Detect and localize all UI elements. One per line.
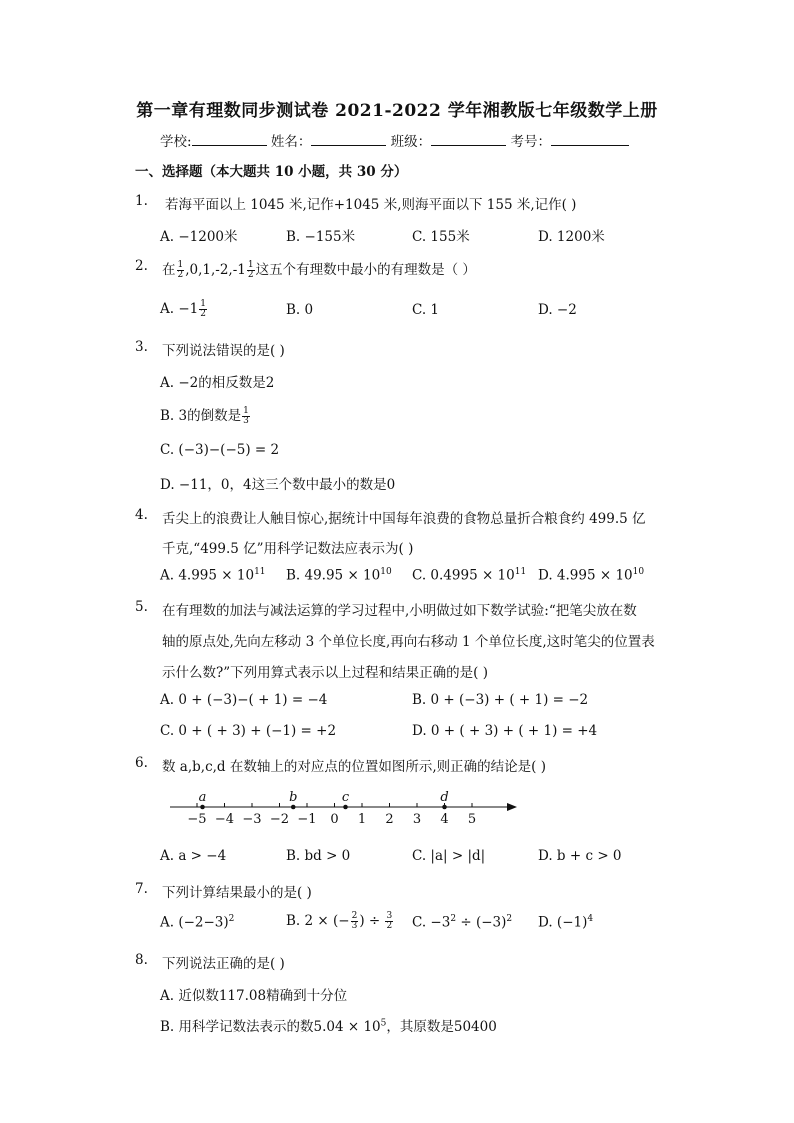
question-text: 若海平面以上 1045 米,记作+1045 米,则海平面以下 155 米,记作( ) xyxy=(165,197,577,213)
number-line-point-label-b: b xyxy=(289,790,298,805)
question-text-line-3: 示什么数?”下列用算式表示以上过程和结果正确的是( ) xyxy=(162,665,488,681)
q5-option-c[interactable]: C. 0 + ( + 3) + (−1) = +2 xyxy=(160,723,337,739)
page-title: 第一章有理数同步测试卷 2021-2022 学年湘教版七年级数学上册 xyxy=(136,101,658,121)
question-number: 1. xyxy=(135,193,148,209)
fraction-half: $\frac{1}{2}$ xyxy=(200,299,206,319)
question-number: 4. xyxy=(135,507,148,523)
class-label: 班级： xyxy=(390,134,432,150)
fraction-half: $\frac{1}{2}$ xyxy=(247,260,254,280)
q3-option-d[interactable]: D. −11，0，4这三个数中最小的数是0 xyxy=(160,477,396,493)
name-blank[interactable] xyxy=(311,133,386,146)
number-line-arrow xyxy=(507,803,517,811)
fraction-half: $\frac{1}{2}$ xyxy=(177,260,184,280)
q7-option-c[interactable]: C. $-3^2 \div (-3)^2$ xyxy=(412,914,513,931)
number-line-tick-label: 0 xyxy=(330,812,339,827)
q5-option-d[interactable]: D. 0 + ( + 3) + ( + 1) = +4 xyxy=(412,723,598,739)
number-line-point-a xyxy=(200,805,205,810)
question-text: 下列计算结果最小的是( ) xyxy=(162,885,312,901)
q6-option-d[interactable]: D. b + c > 0 xyxy=(538,848,622,864)
school-label: 学校: xyxy=(160,134,192,150)
q1-option-d[interactable]: D. 1200米 xyxy=(538,229,605,245)
q3-option-a[interactable]: A. −2的相反数是2 xyxy=(160,375,275,391)
q8-option-a[interactable]: A. 近似数117.08精确到十分位 xyxy=(160,988,348,1004)
q4-option-c[interactable]: C. $0.4995 \times 10^{11}$ xyxy=(412,567,527,584)
q7-option-d[interactable]: D. $(-1)^4$ xyxy=(538,914,594,931)
number-line-tick-label: 5 xyxy=(467,812,477,827)
q7-option-a[interactable]: A. $(-2-3)^2$ xyxy=(160,914,235,931)
q2-option-c[interactable]: C. 1 xyxy=(412,302,440,318)
q6-option-a[interactable]: A. a > −4 xyxy=(160,848,227,864)
question-number: 5. xyxy=(135,599,148,615)
question-number: 7. xyxy=(135,881,148,897)
number-line-point-b xyxy=(291,805,296,810)
number-line-figure xyxy=(165,785,525,834)
fraction-two-thirds: $\frac{2}{3}$ xyxy=(351,911,358,931)
exam-no-label: 考号： xyxy=(510,134,551,150)
q6-option-c[interactable]: C. |a| > |d| xyxy=(412,848,486,864)
number-line-point-label-d: d xyxy=(440,790,449,805)
number-line-point-d xyxy=(442,805,447,810)
q3-option-b[interactable]: B. 3的倒数是 $\frac{1}{3}$ xyxy=(160,406,249,426)
question-number: 6. xyxy=(135,755,148,771)
question-text: 下列说法正确的是( ) xyxy=(162,956,285,972)
q3-option-c[interactable]: C. (−3)−(−5) = 2 xyxy=(160,442,280,458)
number-line-point-c xyxy=(343,805,348,810)
number-line-tick-label: 3 xyxy=(412,812,422,827)
q4-option-a[interactable]: A. $4.995 \times 10^{11}$ xyxy=(160,567,266,584)
question-text-line-2: 千克,“499.5 亿”用科学记数法应表示为( ) xyxy=(162,541,414,557)
fraction-three-halves: $\frac{3}{2}$ xyxy=(386,911,393,931)
q4-option-b[interactable]: B. $49.95 \times 10^{10}$ xyxy=(286,567,392,584)
question-number: 3. xyxy=(135,339,148,355)
question-text-line-2: 轴的原点处,先向左移动 3 个单位长度,再向右移动 1 个单位长度,这时笔尖的位置表 xyxy=(162,634,655,650)
number-line xyxy=(165,785,525,830)
q4-option-d[interactable]: D. $4.995 \times 10^{10}$ xyxy=(538,567,645,584)
number-line-tick-label: 2 xyxy=(385,812,394,827)
q1-option-b[interactable]: B. −155米 xyxy=(286,229,356,245)
q2-option-d[interactable]: D. −2 xyxy=(538,302,577,318)
question-text-line-1: 舌尖上的浪费让人触目惊心,据统计中国每年浪费的食物总量折合粮食约 499.5 亿 xyxy=(162,511,646,527)
q1-option-a[interactable]: A. −1200米 xyxy=(160,229,238,245)
number-line-tick-label: −5 xyxy=(187,812,207,827)
exam-no-blank[interactable] xyxy=(551,133,629,146)
q2-option-a[interactable]: A. −1 $\frac{1}{2}$ xyxy=(160,299,206,319)
question-number: 2. xyxy=(135,258,148,274)
number-line-tick-label: −1 xyxy=(297,812,317,827)
number-line-tick-label: −2 xyxy=(269,812,290,827)
q5-option-b[interactable]: B. 0 + (−3) + ( + 1) = −2 xyxy=(412,692,589,708)
number-line-point-label-a: a xyxy=(198,790,207,805)
q6-option-b[interactable]: B. bd > 0 xyxy=(286,848,351,864)
question-text: 下列说法错误的是( ) xyxy=(162,343,285,359)
q5-option-a[interactable]: A. 0 + (−3)−( + 1) = −4 xyxy=(160,692,328,708)
section-heading: 一、选择题（本大题共 10 小题，共 30 分） xyxy=(135,164,408,180)
number-line-tick-label: 4 xyxy=(440,812,449,827)
name-label: 姓名： xyxy=(270,134,312,150)
q7-option-b[interactable]: B. 2 × (− $\frac{2}{3}$ ) ÷ $\frac{3}{2}$ xyxy=(286,911,393,931)
student-info-line xyxy=(160,130,629,150)
question-text-line-1: 在有理数的加法与减法运算的学习过程中,小明做过如下数学试验:“把笔尖放在数 xyxy=(162,603,637,619)
number-line-tick-label: −3 xyxy=(242,812,262,827)
number-line-point-label-c: c xyxy=(341,790,350,805)
fraction-third: $\frac{1}{3}$ xyxy=(243,406,249,426)
class-blank[interactable] xyxy=(431,133,506,146)
number-line-tick-label: 1 xyxy=(357,812,367,827)
number-line-tick-label: −4 xyxy=(214,812,235,827)
question-number: 8. xyxy=(135,952,148,968)
question-text: 数 a,b,c,d 在数轴上的对应点的位置如图所示,则正确的结论是( ) xyxy=(162,759,546,775)
school-blank[interactable] xyxy=(192,133,267,146)
q8-option-b[interactable]: B. 用科学记数法表示的数$5.04 \times 10^5$，其原数是50400 xyxy=(160,1018,497,1035)
q2-option-b[interactable]: B. 0 xyxy=(286,302,314,318)
question-text: 在 $\frac{1}{2}$ ,0,1,-2,-1 $\frac{1}{2}$ 这五个有理数中最小的有理数是（ ） xyxy=(162,260,476,280)
q1-option-c[interactable]: C. 155米 xyxy=(412,229,470,245)
